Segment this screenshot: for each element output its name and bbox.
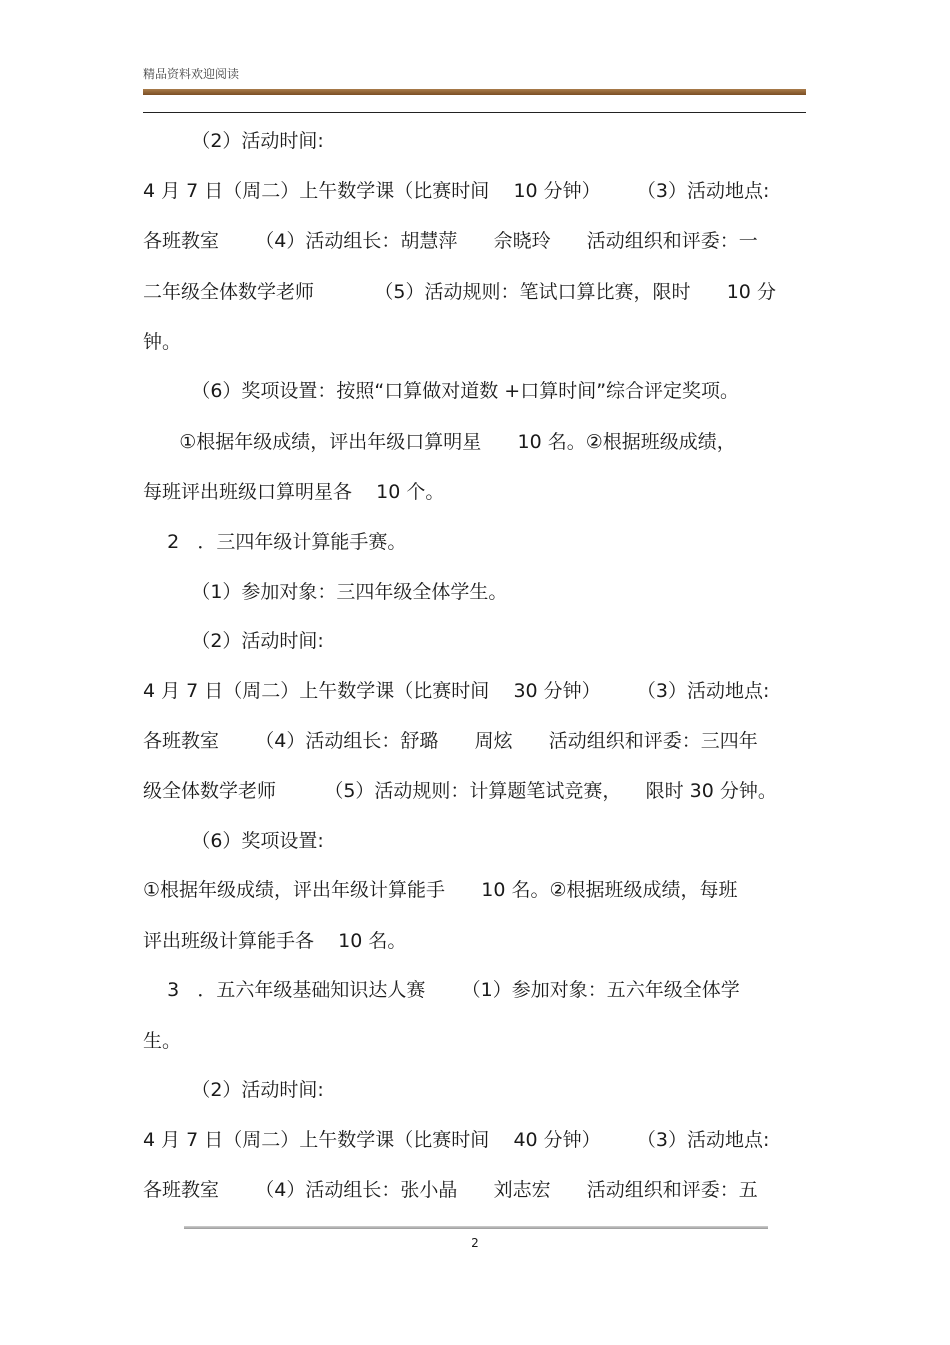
body-line: 每班评出班级口算明星各 10 个。	[143, 481, 445, 503]
body-line: 二年级全体数学老师 （5）活动规则：笔试口算比赛，限时 10 分	[143, 281, 776, 303]
body-line: 生。	[143, 1030, 182, 1052]
body-line: （6）奖项设置：按照“口算做对道数 +口算时间”综合评定奖项。	[143, 380, 740, 402]
body-line: ①根据年级成绩，评出年级口算明星 10 名。②根据班级成绩，	[143, 431, 736, 453]
body-line: （6）奖项设置:	[143, 830, 324, 852]
body-line: ①根据年级成绩，评出年级计算能手 10 名。②根据班级成绩，每班	[143, 879, 738, 901]
body-line: 4 月 7 日（周二）上午数学课（比赛时间 30 分钟） （3）活动地点:	[143, 680, 770, 702]
body-line: 评出班级计算能手各 10 名。	[143, 930, 407, 952]
footer-rule	[184, 1226, 768, 1229]
body-line: （2）活动时间:	[143, 130, 324, 152]
body-line: 各班教室 （4）活动组长：张小晶 刘志宏 活动组织和评委：五	[143, 1179, 758, 1201]
body-line: 钟。	[143, 331, 182, 353]
body-line: （2）活动时间:	[143, 1079, 324, 1101]
body-line: 各班教室 （4）活动组长：胡慧萍 佘晓玲 活动组织和评委：一	[143, 230, 758, 252]
page-number: 2	[471, 1236, 479, 1250]
body-line: 各班教室 （4）活动组长：舒璐 周炫 活动组织和评委：三四年	[143, 730, 758, 752]
body-line: 级全体数学老师 （5）活动规则：计算题笔试竞赛， 限时 30 分钟。	[143, 780, 777, 802]
header-rule-thick	[143, 89, 806, 95]
body-line: （2）活动时间:	[143, 630, 324, 652]
body-line: （1）参加对象：三四年级全体学生。	[143, 581, 508, 603]
page-header: 精品资料欢迎阅读	[143, 67, 240, 81]
body-line: 4 月 7 日（周二）上午数学课（比赛时间 10 分钟） （3）活动地点:	[143, 180, 770, 202]
body-line: 3 ．五六年级基础知识达人赛 （1）参加对象：五六年级全体学	[143, 979, 740, 1001]
body-line: 4 月 7 日（周二）上午数学课（比赛时间 40 分钟） （3）活动地点:	[143, 1129, 770, 1151]
body-line: 2 ．三四年级计算能手赛。	[143, 531, 407, 553]
header-rule-thin	[143, 112, 806, 113]
